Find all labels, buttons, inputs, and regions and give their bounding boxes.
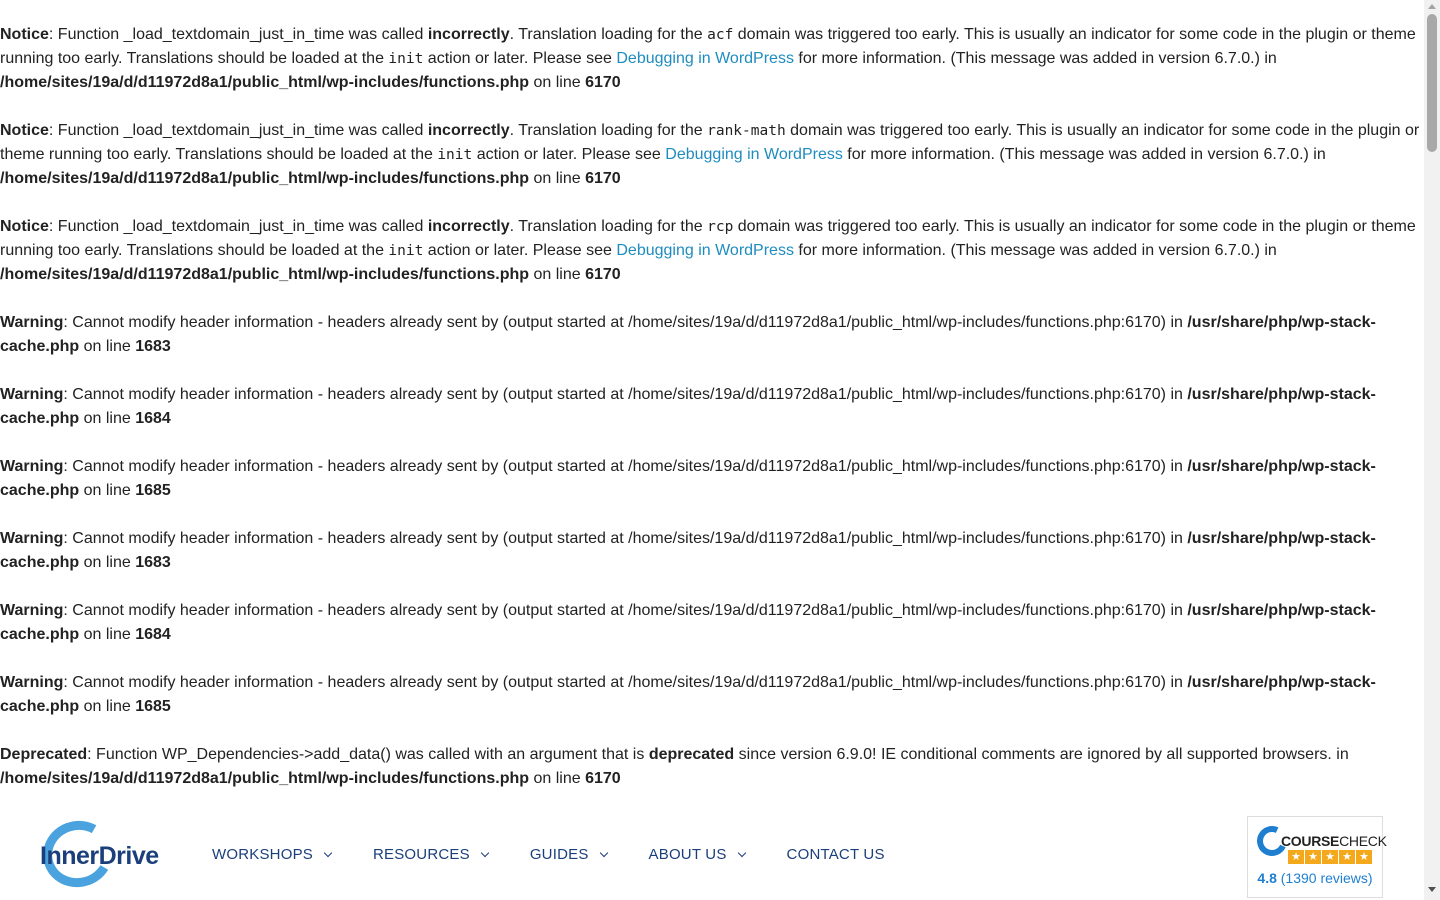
scrollbar-thumb[interactable] <box>1427 14 1437 152</box>
line-number: 1683 <box>135 338 171 355</box>
line-number: 6170 <box>585 770 621 787</box>
file-path: /home/sites/19a/d/d11972d8a1/public_html/wp-includes/functions.php <box>0 266 530 283</box>
star-rating <box>1288 850 1373 864</box>
warning-message: Warning: Cannot modify header information - headers already sent by (output started at /home/sites/19a/d/d11972d8a1/public_html/wp-includes/functions.php:6170) in /usr/share/php/wp-stack-cache.php on line 1683 <box>0 314 1376 355</box>
line-number: 6170 <box>585 266 621 283</box>
file-path: /usr/share/php/wp-stack-cache.php <box>0 530 1376 571</box>
notice-message: Notice: Function _load_textdomain_just_in_time was called incorrectly. Translation loading for the rcp domain was triggered too early. This is usually an indicator for some code in the plugin or theme running too early. Translations should be loaded at the init action or later. Please see Debugging in WordPress for more information. (This message was added in version 6.7.0.) in /home/sites/19a/d/d11972d8a1/public_html/wp-includes/functions.php on line 6170 <box>0 218 1416 283</box>
warning-message: Warning: Cannot modify header information - headers already sent by (output started at /home/sites/19a/d/d11972d8a1/public_html/wp-includes/functions.php:6170) in /usr/share/php/wp-stack-cache.php on line 1683 <box>0 530 1376 571</box>
deprecated-message: Deprecated: Function WP_Dependencies->add_data() was called with an argument that is deprecated since version 6.9.0! IE conditional comments are ignored by all supported browsers. in /home/sites/19a/d/d11972d8a1/public_html/wp-includes/functions.php on line 6170 <box>0 746 1349 787</box>
logo-text: InnerDrive <box>40 842 159 870</box>
domain-code: rcp <box>707 219 734 235</box>
chevron-down-icon <box>324 848 332 856</box>
notice-message: Notice: Function _load_textdomain_just_in_time was called incorrectly. Translation loading for the rank-math domain was triggered too early. This is usually an indicator for some code in the plugin or theme running too early. Translations should be loaded at the init action or later. Please see Debugging in WordPress for more information. (This message was added in version 6.7.0.) in /home/sites/19a/d/d11972d8a1/public_html/wp-includes/functions.php on line 6170 <box>0 122 1420 187</box>
star-icon: ★ <box>1322 850 1338 864</box>
level-label: Warning <box>0 674 64 691</box>
file-path: /home/sites/19a/d/d11972d8a1/public_html/wp-includes/functions.php <box>0 770 530 787</box>
warning-message: Warning: Cannot modify header information - headers already sent by (output started at /home/sites/19a/d/d11972d8a1/public_html/wp-includes/functions.php:6170) in /usr/share/php/wp-stack-cache.php on line 1684 <box>0 602 1376 643</box>
file-path: /usr/share/php/wp-stack-cache.php <box>0 314 1376 355</box>
coursecheck-rating-badge[interactable] <box>1247 816 1387 898</box>
innerdrive-logo[interactable] <box>38 819 162 891</box>
domain-code: acf <box>707 27 734 43</box>
line-number: 6170 <box>585 74 621 91</box>
file-path: /home/sites/19a/d/d11972d8a1/public_html/wp-includes/functions.php <box>0 170 530 187</box>
notice-message: Notice: Function _load_textdomain_just_in_time was called incorrectly. Translation loading for the acf domain was triggered too early. This is usually an indicator for some code in the plugin or theme running too early. Translations should be loaded at the init action or later. Please see Debugging in WordPress for more information. (This message was added in version 6.7.0.) in /home/sites/19a/d/d11972d8a1/public_html/wp-includes/functions.php on line 6170 <box>0 26 1416 91</box>
line-number: 1685 <box>135 698 171 715</box>
warning-message: Warning: Cannot modify header information - headers already sent by (output started at /home/sites/19a/d/d11972d8a1/public_html/wp-includes/functions.php:6170) in /usr/share/php/wp-stack-cache.php on line 1684 <box>0 386 1376 427</box>
scroll-up-arrow-icon[interactable] <box>1428 4 1436 9</box>
vertical-scrollbar[interactable] <box>1424 0 1440 900</box>
line-number: 1684 <box>135 410 171 427</box>
line-number: 6170 <box>585 170 621 187</box>
file-path: /home/sites/19a/d/d11972d8a1/public_html/wp-includes/functions.php <box>0 74 530 91</box>
star-icon: ★ <box>1305 850 1321 864</box>
debugging-link[interactable]: Debugging in WordPress <box>616 50 794 67</box>
line-number: 1685 <box>135 482 171 499</box>
rating-score: 4.8 (1390 reviews) <box>1257 870 1373 886</box>
warning-message: Warning: Cannot modify header information - headers already sent by (output started at /home/sites/19a/d/d11972d8a1/public_html/wp-includes/functions.php:6170) in /usr/share/php/wp-stack-cache.php on line 1685 <box>0 458 1376 499</box>
line-number: 1683 <box>135 554 171 571</box>
main-nav <box>212 843 927 867</box>
warning-message: Warning: Cannot modify header information - headers already sent by (output started at /home/sites/19a/d/d11972d8a1/public_html/wp-includes/functions.php:6170) in /usr/share/php/wp-stack-cache.php on line 1685 <box>0 674 1376 715</box>
star-icon: ★ <box>1288 850 1304 864</box>
star-icon: ★ <box>1356 850 1372 864</box>
level-label: Notice <box>0 218 49 235</box>
file-path: /usr/share/php/wp-stack-cache.php <box>0 674 1376 715</box>
level-label: Warning <box>0 386 64 403</box>
chevron-down-icon <box>481 848 489 856</box>
site-header <box>0 805 1424 900</box>
level-label: Notice <box>0 122 49 139</box>
nav-item-workshops[interactable]: WORKSHOPS <box>212 843 331 867</box>
star-icon: ★ <box>1339 850 1355 864</box>
chevron-down-icon <box>737 848 745 856</box>
file-path: /usr/share/php/wp-stack-cache.php <box>0 602 1376 643</box>
nav-item-resources[interactable]: RESOURCES <box>373 843 488 867</box>
level-label: Deprecated <box>0 746 88 763</box>
nav-item-about-us[interactable]: ABOUT US <box>649 843 745 867</box>
level-label: Notice <box>0 26 49 43</box>
php-error-output <box>0 23 1424 815</box>
coursecheck-brand: COURSECHECK <box>1281 833 1387 849</box>
level-label: Warning <box>0 314 64 331</box>
nav-item-guides[interactable]: GUIDES <box>530 843 607 867</box>
level-label: Warning <box>0 458 64 475</box>
file-path: /usr/share/php/wp-stack-cache.php <box>0 386 1376 427</box>
chevron-down-icon <box>599 848 607 856</box>
debugging-link[interactable]: Debugging in WordPress <box>616 242 794 259</box>
nav-item-contact-us[interactable]: CONTACT US <box>786 846 885 863</box>
line-number: 1684 <box>135 626 171 643</box>
file-path: /usr/share/php/wp-stack-cache.php <box>0 458 1376 499</box>
scroll-down-arrow-icon[interactable] <box>1428 887 1436 892</box>
debugging-link[interactable]: Debugging in WordPress <box>665 146 843 163</box>
level-label: Warning <box>0 530 64 547</box>
level-label: Warning <box>0 602 64 619</box>
domain-code: rank-math <box>707 123 786 139</box>
